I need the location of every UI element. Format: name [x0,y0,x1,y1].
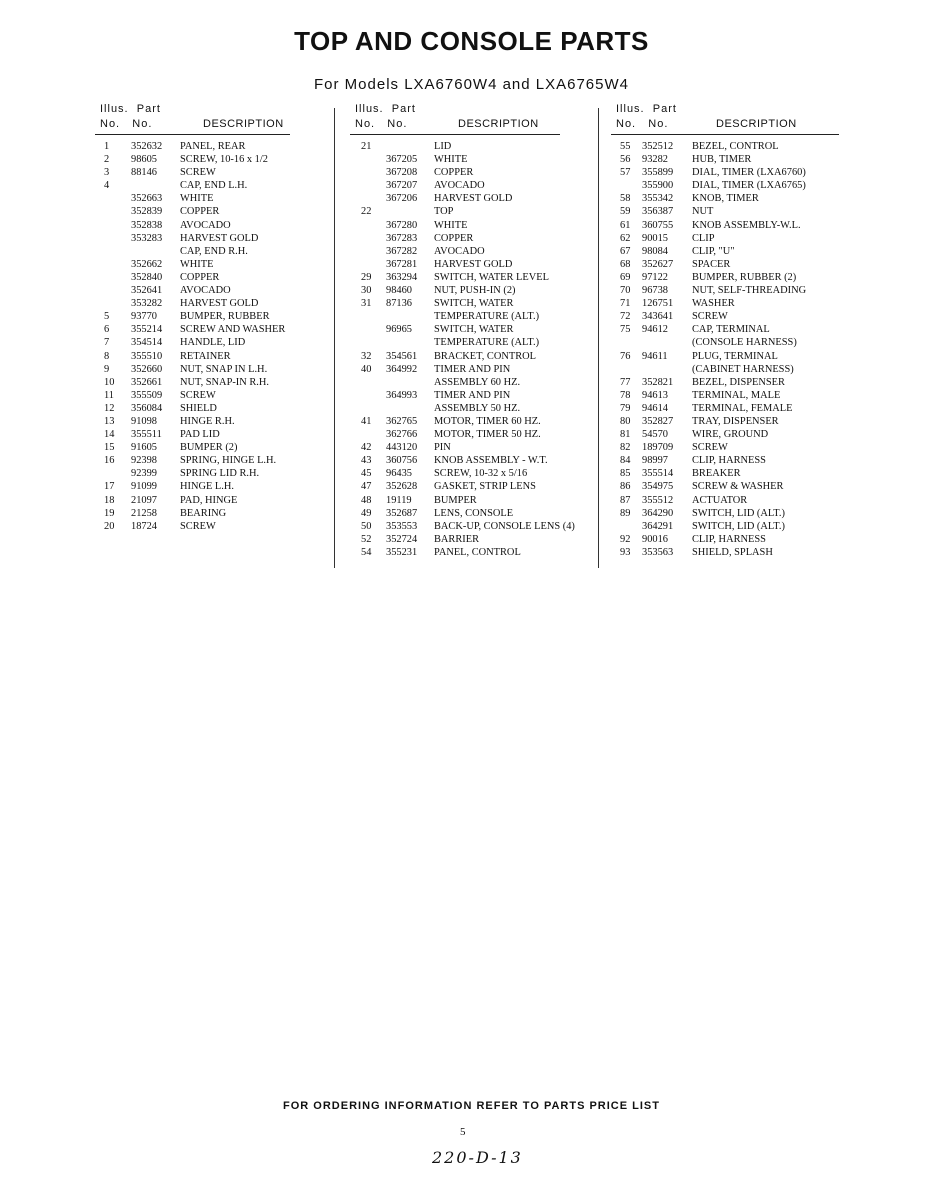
part-description: BARRIER [434,533,480,545]
illus-number: 78 [620,389,631,401]
part-number: 96435 [386,468,412,480]
illus-number: 71 [620,298,631,310]
part-description: TERMINAL, MALE [692,389,781,401]
illus-number: 68 [620,258,631,270]
part-number: 367282 [386,245,418,257]
part-description: SHIELD [180,402,217,414]
part-number: 367208 [386,167,418,179]
illus-number: 55 [620,141,631,152]
illus-number: 16 [104,455,115,467]
illus-number: 75 [620,324,631,336]
illus-number: 21 [361,141,372,152]
no-header: No. No. [100,118,153,130]
part-number: 360756 [386,455,418,467]
part-number: 367206 [386,193,418,205]
part-number: 352838 [131,219,163,231]
part-description: COPPER [180,206,220,218]
part-description: HARVEST GOLD [434,193,513,205]
part-number: 355342 [642,193,674,205]
part-number: 352628 [386,481,418,493]
part-number: 355512 [642,494,674,506]
illus-number: 13 [104,415,115,427]
part-description: SCREW [692,442,728,454]
part-description: WIRE, GROUND [692,429,769,441]
part-description: LENS, CONSOLE [434,507,514,519]
illus-number: 84 [620,455,631,467]
illus-number: 32 [361,350,372,362]
illus-number: 77 [620,376,631,388]
part-description: SHIELD, SPLASH [692,546,773,558]
part-description: PLUG, TERMINAL [692,350,778,362]
parts-column-1 [100,103,325,532]
part-number: 352839 [131,206,163,218]
illus-number: 17 [104,481,115,493]
illus-number: 81 [620,429,631,441]
part-description: SCREW [180,389,216,401]
part-description: AVOCADO [434,180,485,192]
illus-number: 67 [620,245,631,257]
illus-number: 89 [620,507,631,519]
part-description: (CABINET HARNESS) [692,363,794,375]
part-number: 362766 [386,429,418,441]
part-description: SPRING LID R.H. [180,468,260,480]
part-description: PANEL, REAR [180,141,246,152]
no-header: No. No. [355,118,408,130]
illus-number: 69 [620,271,631,283]
part-number: 92398 [131,455,157,467]
part-number: 356084 [131,402,163,414]
illus-number: 3 [104,167,110,179]
part-description: HARVEST GOLD [180,298,259,310]
part-description: NUT, SNAP IN L.H. [180,363,268,375]
illus-number: 43 [361,455,372,467]
part-description: PIN [434,442,451,454]
part-description: (CONSOLE HARNESS) [692,337,797,349]
part-number: 352821 [642,376,674,388]
page-subtitle: For Models LXA6760W4 and LXA6765W4 [314,76,629,93]
part-description: KNOB ASSEMBLY - W.T. [434,455,548,467]
part-number: 352840 [131,271,163,283]
illus-number: 92 [620,533,631,545]
description-header: DESCRIPTION [203,118,284,130]
part-description: CLIP [692,232,715,244]
part-description: SCREW [180,167,216,179]
illus-number: 18 [104,494,115,506]
part-number: 19119 [386,494,412,506]
part-number: 443120 [386,442,418,454]
part-number: 367283 [386,232,418,244]
part-number: 355231 [386,546,418,558]
part-number: 93282 [642,154,668,166]
illus-number: 50 [361,520,372,532]
part-description: CAP, TERMINAL [692,324,770,336]
part-number: 91605 [131,442,157,454]
illus-number: 45 [361,468,372,480]
part-description: DIAL, TIMER (LXA6760) [692,167,806,179]
part-description: KNOB ASSEMBLY-W.L. [692,219,801,231]
part-number: 126751 [642,298,674,310]
header-rule [350,134,560,135]
illus-number: 85 [620,468,631,480]
illus-number: 61 [620,219,631,231]
illus-number: 1 [104,141,110,152]
part-number: 367207 [386,180,418,192]
page-title: TOP AND CONSOLE PARTS [294,26,649,56]
part-number: 352662 [131,258,163,270]
part-description: SPRING, HINGE L.H. [180,455,277,467]
part-description: TERMINAL, FEMALE [692,402,793,414]
column-header [616,103,851,135]
illus-number: 56 [620,154,631,166]
illus-number: 20 [104,520,115,532]
illus-number: 5 [104,311,110,323]
column-header [355,103,590,135]
part-number: 352724 [386,533,418,545]
part-description: WASHER [692,298,735,310]
illus-number: 10 [104,376,115,388]
part-description: PAD LID [180,429,220,441]
illus-number: 8 [104,350,110,362]
description-header: DESCRIPTION [716,118,797,130]
illus-number: 6 [104,324,110,336]
part-description: PAD, HINGE [180,494,238,506]
part-number: 352627 [642,258,674,270]
part-number: 90016 [642,533,668,545]
part-number: 353283 [131,232,163,244]
part-description: SCREW & WASHER [692,481,784,493]
illus-number: 79 [620,402,631,414]
part-number: 352660 [131,363,163,375]
part-description: MOTOR, TIMER 50 HZ. [434,429,541,441]
part-number: 18724 [131,520,157,532]
part-description: SWITCH, WATER LEVEL [434,271,549,283]
part-description: COPPER [434,232,474,244]
illus-number: 4 [104,180,110,192]
part-description: COPPER [434,167,474,179]
part-number: 355899 [642,167,674,179]
illus-number: 19 [104,507,115,519]
part-description: NUT [692,206,714,218]
part-number: 21097 [131,494,157,506]
part-number: 356387 [642,206,674,218]
part-number: 96965 [386,324,412,336]
ordering-info-footer: FOR ORDERING INFORMATION REFER TO PARTS PRICE LIST [283,1100,660,1112]
illus-number: 30 [361,285,372,297]
part-number: 364993 [386,389,418,401]
part-number: 90015 [642,232,668,244]
illus-number: 58 [620,193,631,205]
illus-number: 14 [104,429,115,441]
illus-number: 42 [361,442,372,454]
part-number: 92399 [131,468,157,480]
illus-number: 72 [620,311,631,323]
part-number: 353282 [131,298,163,310]
illus-number: 29 [361,271,372,283]
part-description: TIMER AND PIN [434,389,511,401]
part-number: 88146 [131,167,157,179]
part-number: 367281 [386,258,418,270]
part-number: 94612 [642,324,668,336]
part-number: 98997 [642,455,668,467]
part-number: 189709 [642,442,674,454]
part-number: 87136 [386,298,412,310]
part-description: TOP [434,206,454,218]
illus-number: 12 [104,402,115,414]
part-description: SWITCH, LID (ALT.) [692,520,785,532]
part-number: 94611 [642,350,668,362]
part-number: 353563 [642,546,674,558]
part-number: 94614 [642,402,668,414]
part-description: SWITCH, WATER [434,324,514,336]
part-number: 363294 [386,271,418,283]
header-rule [95,134,290,135]
part-description: SCREW AND WASHER [180,324,286,336]
part-description: WHITE [434,219,468,231]
part-number: 352827 [642,415,674,427]
part-description: ACTUATOR [692,494,748,506]
part-description: TIMER AND PIN [434,363,511,375]
part-number: 354561 [386,350,418,362]
part-description: BUMPER [434,494,477,506]
part-description: SCREW [180,520,216,532]
illus-part-header: Illus. Part [355,103,416,115]
part-description: CLIP, "U" [692,245,735,257]
part-description: CAP, END L.H. [180,180,248,192]
part-number: 360755 [642,219,674,231]
part-number: 98084 [642,245,668,257]
illus-number: 93 [620,546,631,558]
part-number: 352512 [642,141,674,152]
parts-column-2 [355,103,590,558]
illus-number: 2 [104,154,110,166]
illus-number: 70 [620,285,631,297]
part-description: SCREW [692,311,728,323]
part-number: 352632 [131,141,163,152]
part-description: ASSEMBLY 50 HZ. [434,402,521,414]
part-description: SWITCH, WATER [434,298,514,310]
part-number: 96738 [642,285,668,297]
part-description: LID [434,141,452,152]
part-description: HARVEST GOLD [434,258,513,270]
part-number: 343641 [642,311,674,323]
part-number: 94613 [642,389,668,401]
part-number: 21258 [131,507,157,519]
part-description: NUT, SNAP-IN R.H. [180,376,269,388]
part-description: BRACKET, CONTROL [434,350,536,362]
illus-number: 49 [361,507,372,519]
part-description: BUMPER (2) [180,442,238,454]
part-description: WHITE [180,258,214,270]
part-description: BREAKER [692,468,741,480]
part-number: 364291 [642,520,674,532]
part-description: TRAY, DISPENSER [692,415,779,427]
illus-number: 62 [620,232,631,244]
part-number: 362765 [386,415,418,427]
part-description: SCREW, 10-32 x 5/16 [434,468,528,480]
part-description: CLIP, HARNESS [692,533,766,545]
part-description: CAP, END R.H. [180,245,248,257]
part-description: HUB, TIMER [692,154,752,166]
part-description: HINGE L.H. [180,481,234,493]
part-number: 93770 [131,311,157,323]
illus-number: 7 [104,337,110,349]
part-number: 91099 [131,481,157,493]
page-number: 5 [460,1126,466,1138]
part-description: WHITE [180,193,214,205]
part-description: TEMPERATURE (ALT.) [434,337,540,349]
header-rule [611,134,839,135]
part-description: BEARING [180,507,227,519]
part-description: PANEL, CONTROL [434,546,521,558]
part-number: 354514 [131,337,163,349]
illus-number: 15 [104,442,115,454]
part-description: RETAINER [180,350,231,362]
part-number: 367280 [386,219,418,231]
part-description: TEMPERATURE (ALT.) [434,311,540,323]
illus-number: 52 [361,533,372,545]
part-description: BEZEL, DISPENSER [692,376,785,388]
column-header [100,103,325,135]
illus-number: 80 [620,415,631,427]
part-description: NUT, SELF-THREADING [692,285,807,297]
part-description: KNOB, TIMER [692,193,759,205]
part-description: SWITCH, LID (ALT.) [692,507,785,519]
part-number: 352661 [131,376,163,388]
illus-number: 54 [361,546,372,558]
illus-number: 48 [361,494,372,506]
part-description: MOTOR, TIMER 60 HZ. [434,415,541,427]
illus-number: 31 [361,298,372,310]
illus-number: 41 [361,415,372,427]
part-description: GASKET, STRIP LENS [434,481,536,493]
part-description: NUT, PUSH-IN (2) [434,285,516,297]
part-number: 364992 [386,363,418,375]
part-number: 352687 [386,507,418,519]
part-number: 354975 [642,481,674,493]
illus-number: 82 [620,442,631,454]
illus-number: 87 [620,494,631,506]
part-description: SCREW, 10-16 x 1/2 [180,154,268,166]
part-number: 355214 [131,324,163,336]
illus-number: 11 [104,389,115,401]
part-description: BUMPER, RUBBER [180,311,270,323]
part-number: 355510 [131,350,163,362]
column-divider-1 [334,108,335,568]
part-description: SPACER [692,258,731,270]
column-divider-2 [598,108,599,568]
part-number: 91098 [131,415,157,427]
part-description: HINGE R.H. [180,415,235,427]
part-number: 54570 [642,429,668,441]
part-number: 367205 [386,154,418,166]
illus-part-header: Illus. Part [100,103,161,115]
illus-number: 9 [104,363,110,375]
illus-number: 40 [361,363,372,375]
part-description: HARVEST GOLD [180,232,259,244]
part-number: 355514 [642,468,674,480]
part-number: 98460 [386,285,412,297]
part-number: 98605 [131,154,157,166]
part-number: 352663 [131,193,163,205]
part-number: 352641 [131,285,163,297]
illus-number: 47 [361,481,372,493]
illus-number: 57 [620,167,631,179]
illus-number: 76 [620,350,631,362]
illus-number: 86 [620,481,631,493]
part-description: BACK-UP, CONSOLE LENS (4) [434,520,575,532]
part-description: BUMPER, RUBBER (2) [692,271,797,283]
part-description: DIAL, TIMER (LXA6765) [692,180,806,192]
part-description: AVOCADO [180,285,231,297]
illus-number: 59 [620,206,631,218]
part-number: 355509 [131,389,163,401]
illus-part-header: Illus. Part [616,103,677,115]
part-description: BEZEL, CONTROL [692,141,779,152]
part-number: 353553 [386,520,418,532]
part-description: AVOCADO [180,219,231,231]
part-number: 355511 [131,429,162,441]
part-description: HANDLE, LID [180,337,246,349]
no-header: No. No. [616,118,669,130]
part-number: 364290 [642,507,674,519]
part-description: WHITE [434,154,468,166]
part-description: COPPER [180,271,220,283]
illus-number: 22 [361,206,372,218]
part-number: 97122 [642,271,668,283]
part-number: 355900 [642,180,674,192]
part-description: AVOCADO [434,245,485,257]
part-description: CLIP, HARNESS [692,455,766,467]
part-description: ASSEMBLY 60 HZ. [434,376,521,388]
parts-column-3 [616,103,851,558]
description-header: DESCRIPTION [458,118,539,130]
handwritten-code: 220-D-13 [432,1148,523,1167]
